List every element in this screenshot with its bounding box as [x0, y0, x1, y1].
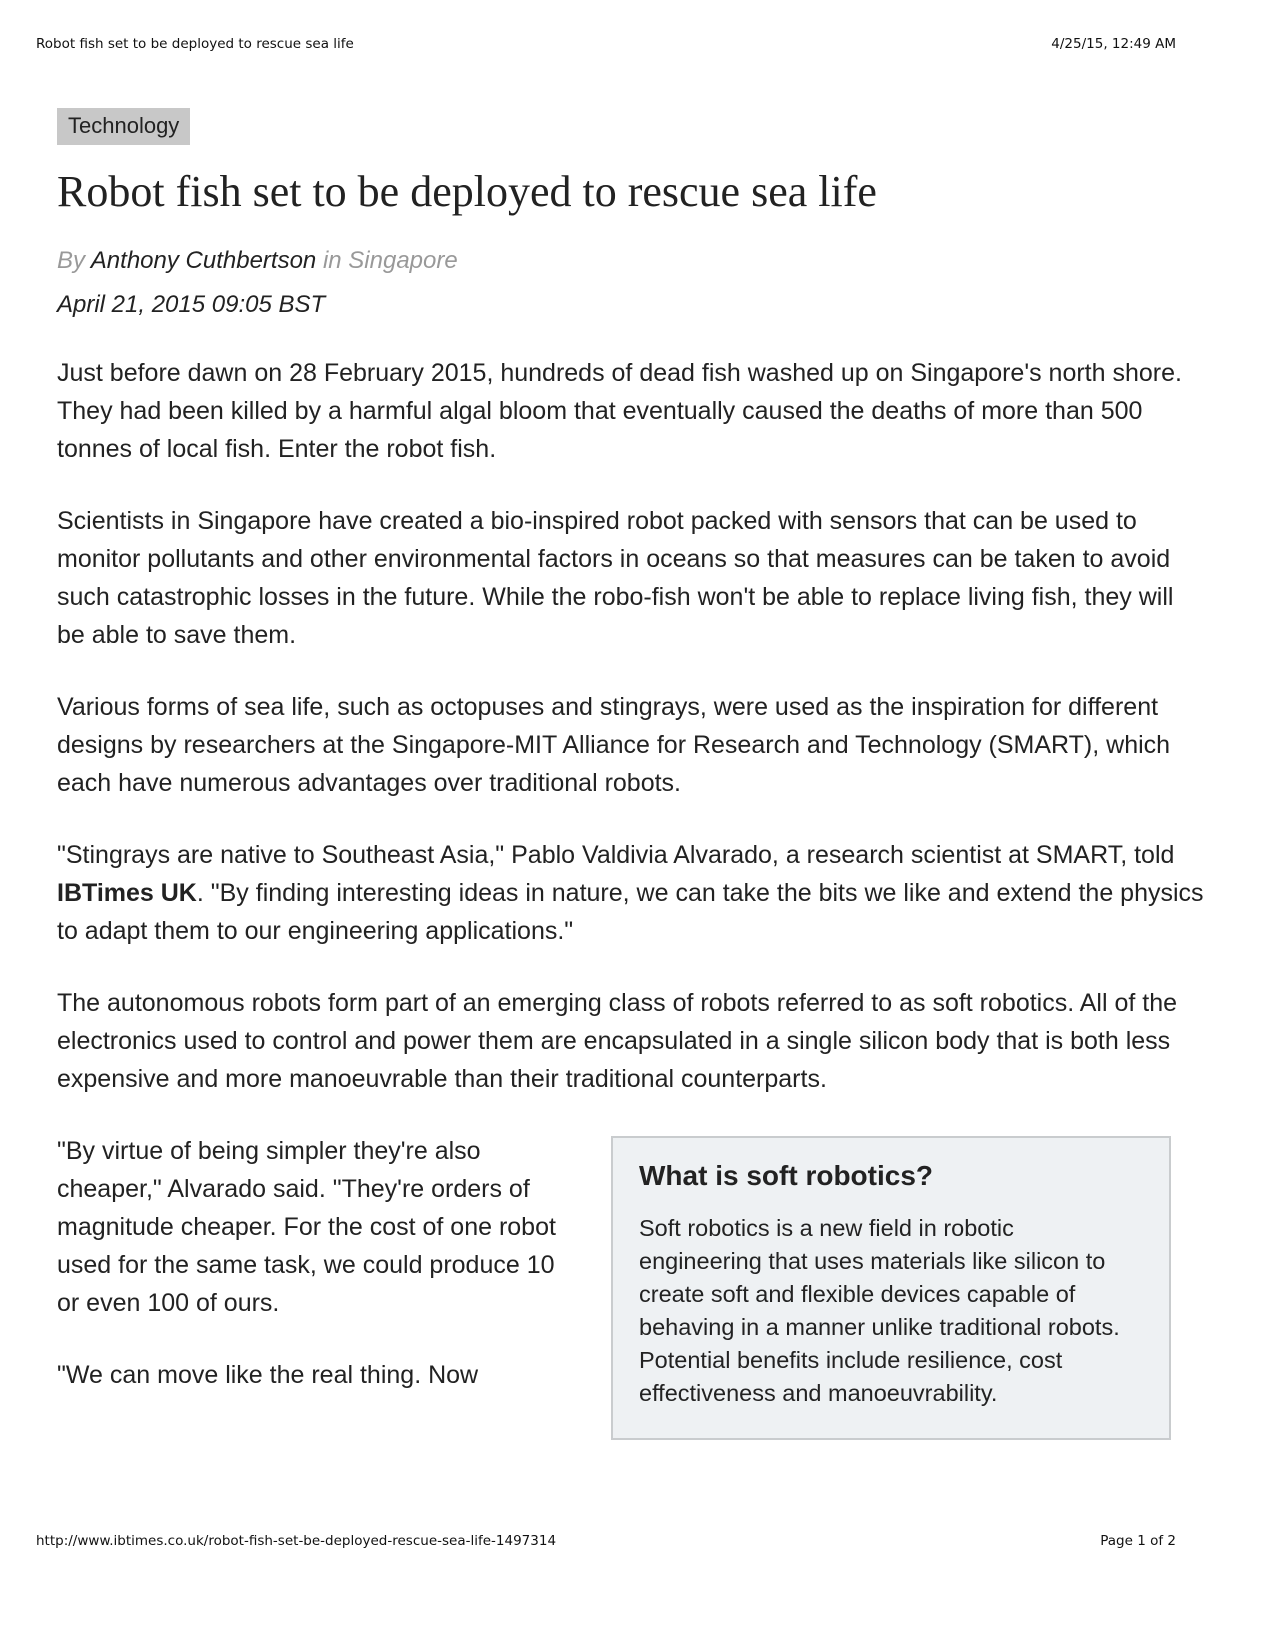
two-column-section [57, 1132, 1207, 1440]
paragraph: "We can move like the real thing. Now [57, 1361, 479, 1389]
byline-by: By [57, 247, 86, 274]
byline-author[interactable]: Anthony Cuthbertson [90, 247, 317, 274]
quote-paragraph [57, 836, 1207, 950]
left-column [57, 1132, 557, 1428]
quote-text: . "By finding interesting ideas in nature, we can take the bits we like and extend the physics to adapt them to our engineering applications." [57, 879, 1204, 945]
category-label[interactable]: Technology [57, 108, 190, 145]
factbox-title: What is soft robotics? [639, 1160, 933, 1191]
headline: Robot fish set to be deployed to rescue sea life [57, 167, 877, 216]
page-number: Page 1 of 2 [1100, 1533, 1176, 1549]
print-header [36, 36, 1176, 52]
paragraph: The autonomous robots form part of an emerging class of robots referred to as soft robotics. All of the electronics used to control and power them are encapsulated in a single silicon body that is both less expensive and more manoeuvrable than their traditional counterparts. [57, 989, 1178, 1093]
paragraph: Scientists in Singapore have created a bio-inspired robot packed with sensors that can be used to monitor pollutants and other environmental factors in oceans so that measures can be taken to avoid such catastrophic losses in the future. While the robo-fish won't be able to replace living fish, they will be able to save them. [57, 507, 1174, 649]
quote-text: "Stingrays are native to Southeast Asia," Pablo Valdivia Alvarado, a research scientist at SMART, told [57, 841, 1175, 869]
byline-location: in Singapore [322, 247, 458, 274]
print-timestamp: 4/25/15, 12:49 AM [1051, 36, 1176, 52]
article [57, 108, 1207, 1440]
print-url: http://www.ibtimes.co.uk/robot-fish-set-be-deployed-rescue-sea-life-1497314 [36, 1533, 557, 1549]
article-body [57, 354, 1207, 1440]
paragraph: Just before dawn on 28 February 2015, hundreds of dead fish washed up on Singapore's north shore. They had been killed by a harmful algal bloom that eventually caused the deaths of more than 500 tonnes of local fish. Enter the robot fish. [57, 359, 1182, 463]
paragraph: "By virtue of being simpler they're also cheaper," Alvarado said. "They're orders of magnitude cheaper. For the cost of one robot used for the same task, we could produce 10 or even 100 of ours. [57, 1137, 556, 1317]
paragraph: Various forms of sea life, such as octopuses and stingrays, were used as the inspiration for different designs by researchers at the Singapore-MIT Alliance for Research and Technology (SMART), which each have numerous advantages over traditional robots. [57, 693, 1171, 797]
print-page-title: Robot fish set to be deployed to rescue sea life [36, 36, 354, 52]
factbox-text: Soft robotics is a new field in robotic engineering that uses materials like silicon to create soft and flexible devices capable of behaving in a manner unlike traditional robots. Potential benefits include resilience, cost effectiveness and manoeuvrability. [639, 1215, 1120, 1406]
publication-name: IBTimes UK [57, 879, 197, 907]
publish-date: April 21, 2015 09:05 BST [57, 291, 326, 318]
factbox [611, 1136, 1171, 1440]
byline [57, 246, 1207, 276]
print-footer [36, 1533, 1176, 1549]
